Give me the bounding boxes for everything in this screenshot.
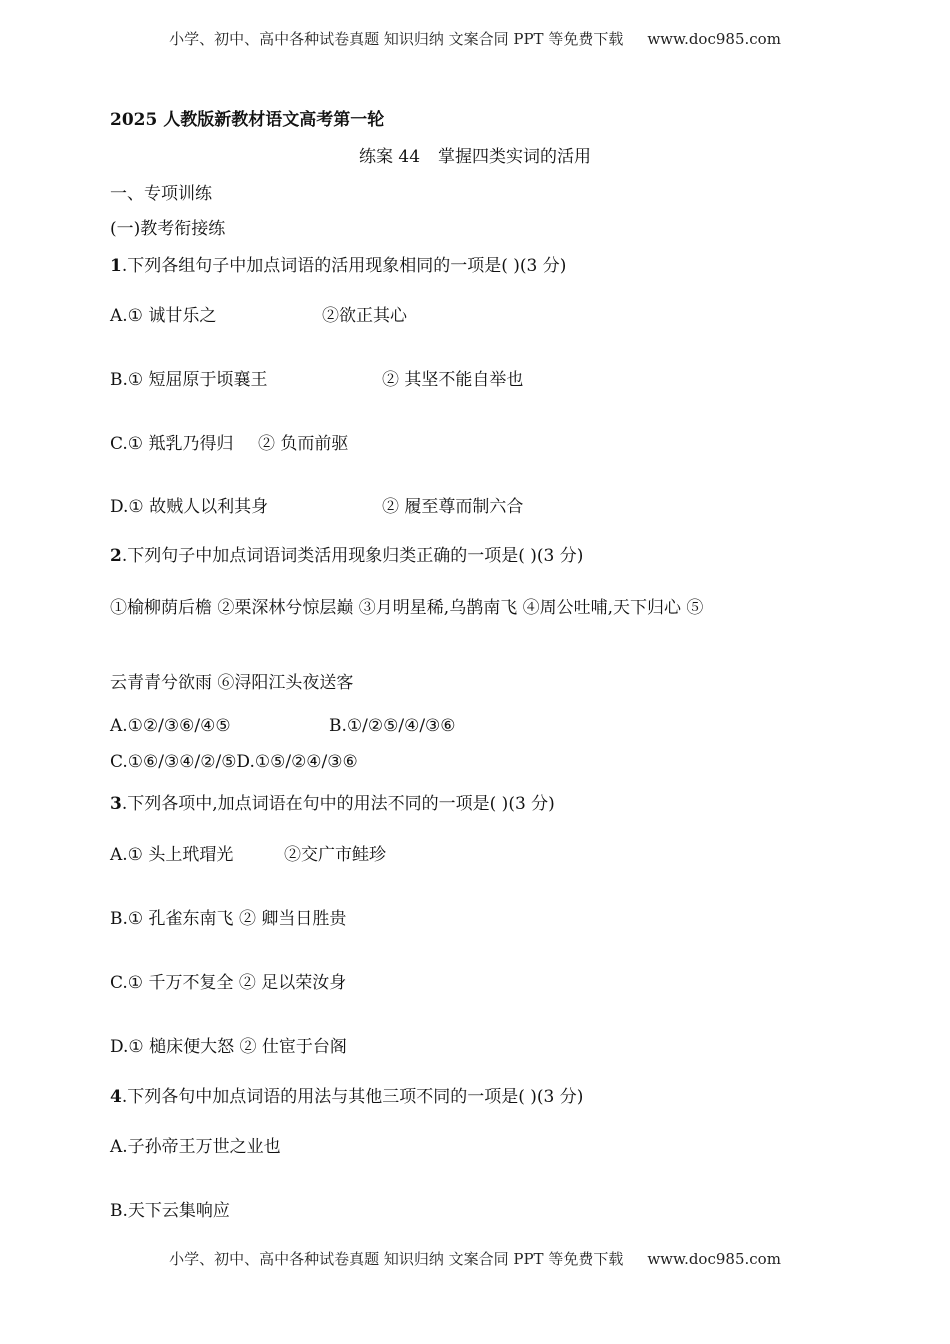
q1-option-b: B.① 短屈原于顷襄王 bbox=[110, 370, 268, 390]
footer-url[interactable]: www.doc985.com bbox=[647, 1250, 781, 1268]
option-part: C.① 羝乳乃得归 bbox=[110, 434, 234, 454]
lesson-code: 练案 44 bbox=[358, 147, 421, 167]
q2-option-b: B.①/②⑤/④/③⑥ bbox=[329, 716, 456, 736]
page-footer bbox=[0, 1248, 950, 1269]
question-text: .下列各句中加点词语的用法与其他三项不同的一项是( )(3 分) bbox=[121, 1087, 584, 1107]
option-part: A.① 诚甘乐之 bbox=[110, 306, 217, 326]
page-header bbox=[0, 28, 950, 49]
q3-option-a: A.① 头上玳瑁光 bbox=[110, 845, 234, 865]
question-4-stem bbox=[110, 1082, 583, 1107]
footer-text: 小学、初中、高中各种试卷真题 知识归纳 文案合同 PPT 等免费下载 bbox=[169, 1250, 624, 1268]
q2-option-cd: C.①⑥/③④/②/⑤D.①⑤/②④/③⑥ bbox=[110, 752, 358, 772]
q4-option-a: A.子孙帝王万世之业也 bbox=[110, 1137, 281, 1157]
question-number: 3 bbox=[110, 794, 122, 814]
q1-option-d: D.① 故贼人以利其身 bbox=[110, 497, 269, 517]
subsection-heading: (一)教考衔接练 bbox=[110, 219, 226, 239]
q3-option-b: B.① 孔雀东南飞 ② 卿当日胜贵 bbox=[110, 909, 347, 929]
question-number: 1 bbox=[110, 256, 122, 276]
q1-option-a bbox=[110, 301, 216, 326]
question-text: .下列句子中加点词语词类活用现象归类正确的一项是( )(3 分) bbox=[121, 546, 584, 566]
q1-option-c bbox=[110, 429, 233, 454]
q3-option-c: C.① 千万不复全 ② 足以荣汝身 bbox=[110, 973, 347, 993]
header-text: 小学、初中、高中各种试卷真题 知识归纳 文案合同 PPT 等免费下载 bbox=[169, 30, 624, 48]
document-title: 2025 人教版新教材语文高考第一轮 bbox=[110, 110, 385, 130]
question-number: 2 bbox=[110, 546, 122, 566]
question-text: .下列各组句子中加点词语的活用现象相同的一项是( )(3 分) bbox=[121, 256, 567, 276]
lesson-name: 掌握四类实词的活用 bbox=[438, 147, 592, 167]
question-1-stem bbox=[110, 251, 566, 276]
q1-option-a-2: ②欲正其心 bbox=[322, 306, 407, 326]
question-2-stem bbox=[110, 541, 583, 566]
q2-sentences-line-1: ①榆柳荫后檐 ②栗深林兮惊层巅 ③月明星稀,乌鹊南飞 ④周公吐哺,天下归心 ⑤ bbox=[110, 598, 704, 618]
question-number: 4 bbox=[110, 1087, 122, 1107]
q1-option-b-2: ② 其坚不能自举也 bbox=[382, 370, 524, 390]
question-text: .下列各项中,加点词语在句中的用法不同的一项是( )(3 分) bbox=[121, 794, 555, 814]
lesson-title bbox=[0, 142, 950, 167]
section-heading: 一、专项训练 bbox=[110, 184, 212, 204]
q2-sentences-line-2: 云青青兮欲雨 ⑥浔阳江头夜送客 bbox=[110, 673, 354, 693]
question-3-stem bbox=[110, 789, 555, 814]
q1-option-c-2: ② 负而前驱 bbox=[258, 434, 349, 454]
q2-option-a: A.①②/③⑥/④⑤ bbox=[110, 716, 231, 736]
q3-option-a-2: ②交广市鲑珍 bbox=[284, 845, 386, 865]
header-url[interactable]: www.doc985.com bbox=[647, 30, 781, 48]
q3-option-d: D.① 槌床便大怒 ② 仕宦于台阁 bbox=[110, 1037, 347, 1057]
q4-option-b: B.天下云集响应 bbox=[110, 1201, 230, 1221]
q1-option-d-2: ② 履至尊而制六合 bbox=[382, 497, 524, 517]
